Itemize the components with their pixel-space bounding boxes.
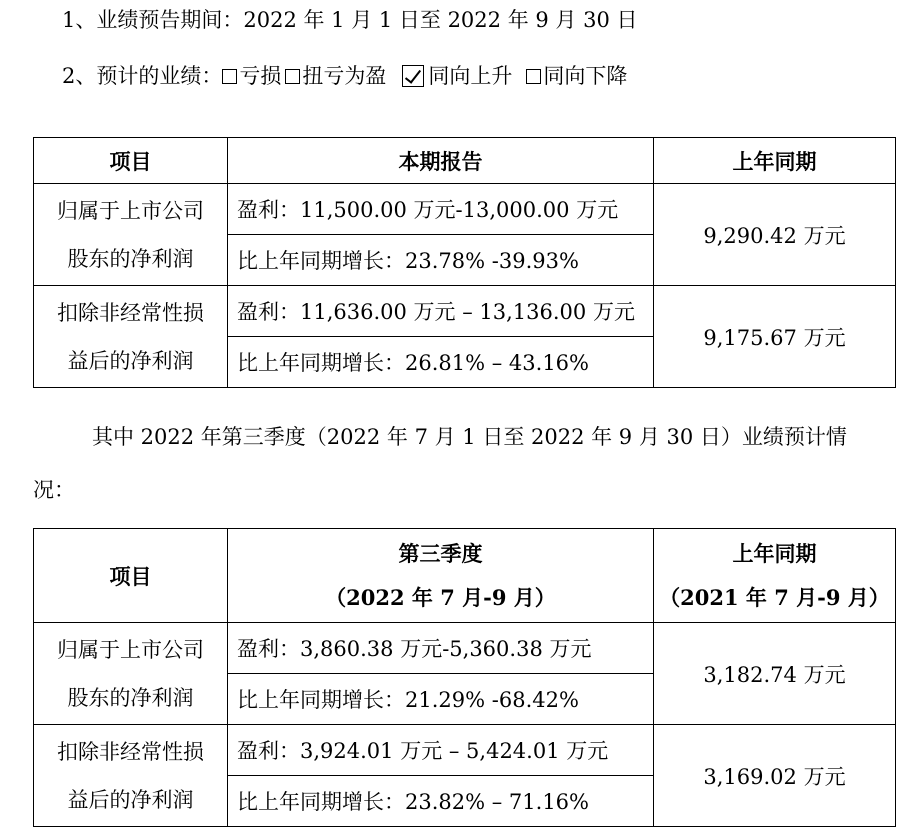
forecast-table-ytd	[33, 137, 896, 388]
q3-intro-line2: 况：	[33, 478, 75, 502]
forecast-period: 1、业绩预告期间：2022 年 1 月 1 日至 2022 年 9 月 30 日	[62, 8, 638, 32]
prior-cell: 3,182.74 万元	[654, 623, 896, 725]
table-row	[34, 184, 896, 235]
q3-intro-line1: 其中 2022 年第三季度（2022 年 7 月 1 日至 2022 年 9 月 30 日）业绩预计情	[92, 425, 847, 449]
row-label: 归属于上市公司 股东的净利润	[34, 184, 228, 286]
profit-cell: 盈利：11,636.00 万元 – 13,136.00 万元	[228, 286, 654, 337]
checkbox-icon	[222, 69, 237, 84]
option-increase: 同向上升	[390, 60, 512, 90]
prior-cell: 9,175.67 万元	[654, 286, 896, 388]
header-item: 项目	[34, 529, 228, 623]
growth-cell: 比上年同期增长：26.81% – 43.16%	[228, 337, 654, 388]
header-current: 第三季度 （2022 年 7 月-9 月）	[228, 529, 654, 623]
forecast-table-q3	[33, 528, 896, 827]
table-header-row	[34, 529, 896, 623]
option-loss: 亏损	[222, 60, 281, 90]
header-item: 项目	[34, 138, 228, 184]
header-current: 本期报告	[228, 138, 654, 184]
checked-checkbox-icon	[402, 65, 424, 87]
prior-cell: 9,290.42 万元	[654, 184, 896, 286]
table-row	[34, 623, 896, 674]
row-label: 归属于上市公司 股东的净利润	[34, 623, 228, 725]
row-label: 扣除非经常性损 益后的净利润	[34, 286, 228, 388]
profit-cell: 盈利：11,500.00 万元-13,000.00 万元	[228, 184, 654, 235]
row-label: 扣除非经常性损 益后的净利润	[34, 725, 228, 827]
checkbox-icon	[526, 69, 541, 84]
growth-cell: 比上年同期增长：23.78% -39.93%	[228, 235, 654, 286]
growth-cell: 比上年同期增长：21.29% -68.42%	[228, 674, 654, 725]
profit-cell: 盈利：3,924.01 万元 – 5,424.01 万元	[228, 725, 654, 776]
table-row	[34, 286, 896, 337]
header-prior: 上年同期 （2021 年 7 月-9 月）	[654, 529, 896, 623]
table-header-row	[34, 138, 896, 184]
option-decrease: 同向下降	[526, 60, 627, 90]
checkbox-icon	[285, 69, 300, 84]
option-turnaround: 扭亏为盈	[285, 60, 386, 90]
profit-cell: 盈利：3,860.38 万元-5,360.38 万元	[228, 623, 654, 674]
header-prior: 上年同期	[654, 138, 896, 184]
growth-cell: 比上年同期增长：23.82% – 71.16%	[228, 776, 654, 827]
forecast-type-line	[62, 60, 631, 90]
prior-cell: 3,169.02 万元	[654, 725, 896, 827]
forecast-type-label: 2、预计的业绩：	[62, 64, 223, 88]
table-row	[34, 725, 896, 776]
